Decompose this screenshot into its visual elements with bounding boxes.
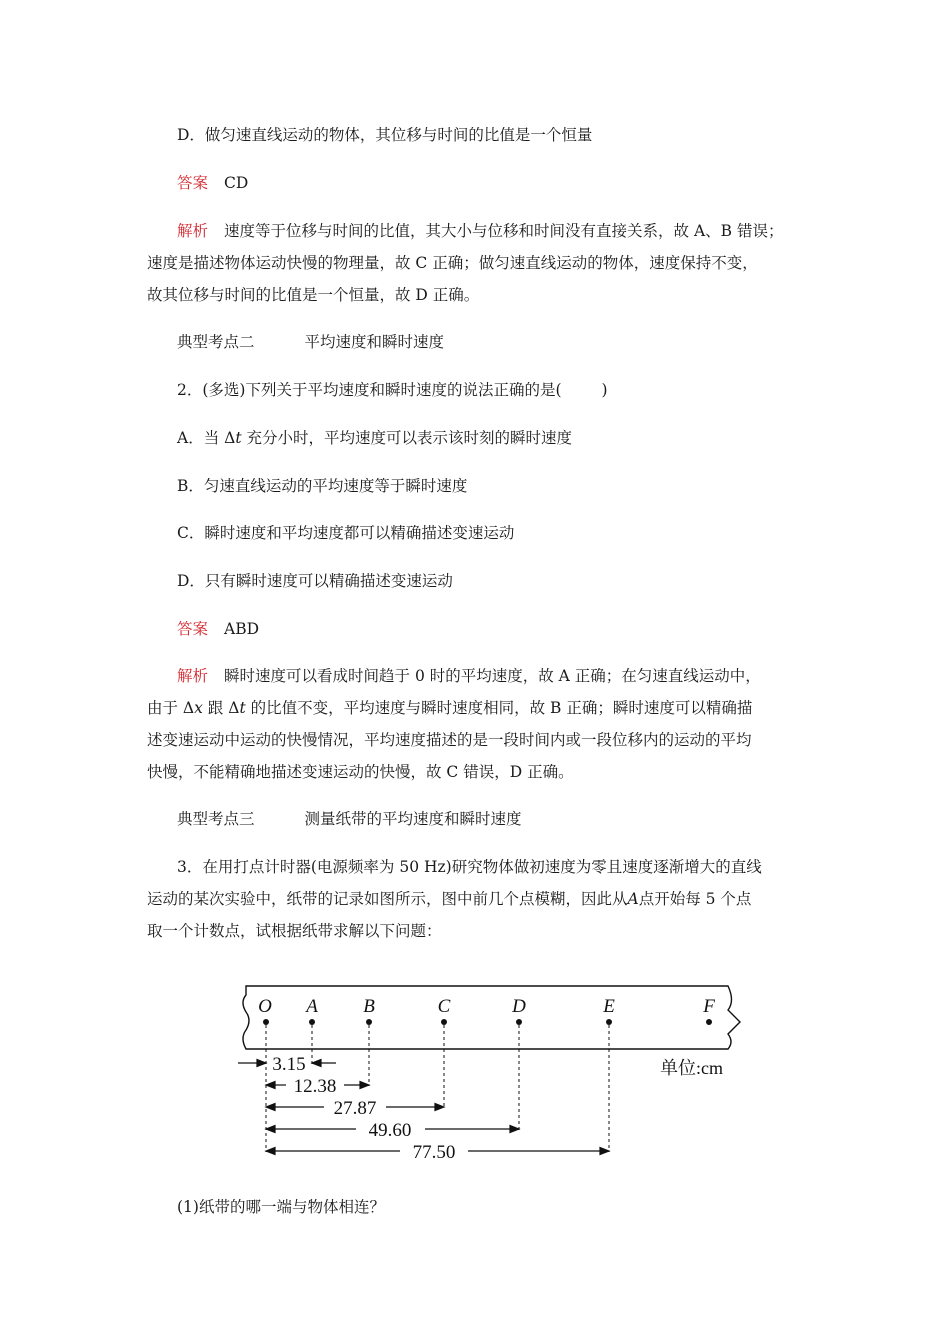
point-label-e: E	[603, 996, 615, 1017]
arrowhead-12-38-right	[360, 1082, 369, 1089]
question-2-option-c: C．瞬时速度和平均速度都可以精确描述变速运动	[177, 524, 515, 542]
arrowhead-27-87-right	[435, 1104, 444, 1111]
arrowhead-49-60-left	[266, 1126, 275, 1133]
point-dot-b	[366, 1019, 372, 1025]
answer-label: 答案	[177, 620, 209, 638]
question-2-option-b: B．匀速直线运动的平均速度等于瞬时速度	[177, 477, 468, 495]
explanation-label: 解析	[177, 222, 209, 240]
answer-value: ABD	[224, 620, 260, 638]
question-2-option-d: D．只有瞬时速度可以精确描述变速运动	[177, 572, 453, 590]
paper-tape-figure	[232, 970, 762, 1175]
measure-27-87: 27.87	[333, 1098, 377, 1119]
point-dot-c	[441, 1019, 447, 1025]
explanation-1-line-3: 故其位移与时间的比值是一个恒量，故 D 正确。	[147, 286, 480, 304]
explanation-2-line-1: 解析 瞬时速度可以看成时间趋于 0 时的平均速度，故 A 正确；在匀速直线运动中，	[177, 667, 761, 685]
point-dot-f	[706, 1019, 712, 1025]
measure-49-60: 49.60	[368, 1120, 412, 1141]
question-2-stem: 2．(多选)下列关于平均速度和瞬时速度的说法正确的是( )	[177, 381, 608, 399]
arrowhead-77-50-left	[266, 1148, 275, 1155]
explanation-1-line-2: 速度是描述物体运动快慢的物理量，故 C 正确；做匀速直线运动的物体，速度保持不变，	[147, 254, 758, 272]
measure-12-38: 12.38	[293, 1076, 337, 1097]
arrowhead-27-87-left	[266, 1104, 275, 1111]
answer-value: CD	[224, 174, 249, 192]
question-3-line-3: 取一个计数点，试根据纸带求解以下问题：	[147, 922, 442, 940]
section-3-heading: 典型考点三 测量纸带的平均速度和瞬时速度	[177, 810, 522, 828]
point-label-c: C	[437, 996, 451, 1017]
question-2-option-a: A．当 Δt 充分小时，平均速度可以表示该时刻的瞬时速度	[177, 429, 572, 447]
arrowhead-3-15-left	[257, 1060, 266, 1067]
point-label-a: A	[306, 996, 318, 1017]
point-label-o: O	[258, 996, 272, 1017]
option-d-line: D．做匀速直线运动的物体，其位移与时间的比值是一个恒量	[177, 126, 593, 144]
section-2-heading: 典型考点二 平均速度和瞬时速度	[177, 333, 445, 351]
question-3-line-2: 运动的某次实验中，纸带的记录如图所示，图中前几个点模糊，因此从A点开始每 5 个点	[147, 890, 752, 908]
point-dot-a	[309, 1019, 315, 1025]
point-dot-e	[606, 1019, 612, 1025]
point-dot-o	[263, 1019, 269, 1025]
measure-77-50: 77.50	[412, 1142, 456, 1163]
point-label-b: B	[363, 996, 375, 1017]
measure-3-15: 3.15	[272, 1054, 306, 1075]
explanation-2-line-2: 由于 Δx 跟 Δt 的比值不变，平均速度与瞬时速度相同，故 B 正确；瞬时速度可以精确描	[147, 699, 753, 717]
unit-label: 单位:cm	[660, 1058, 723, 1078]
point-label-d: D	[512, 996, 526, 1017]
explanation-1-line-1: 解析 速度等于位移与时间的比值，其大小与位移和时间没有直接关系，故 A、B 错误；	[177, 222, 784, 240]
answer-2	[177, 618, 259, 640]
point-dot-d	[516, 1019, 522, 1025]
arrowhead-12-38-left	[266, 1082, 275, 1089]
arrowhead-49-60-right	[510, 1126, 519, 1133]
arrowhead-3-15-right	[312, 1060, 321, 1067]
answer-1	[177, 172, 248, 194]
explanation-2-line-4: 快慢，不能精确地描述变速运动的快慢，故 C 错误，D 正确。	[147, 763, 574, 781]
explanation-label: 解析	[177, 667, 209, 685]
answer-label: 答案	[177, 174, 209, 192]
point-label-f: F	[703, 996, 715, 1017]
explanation-2-line-3: 述变速运动中运动的快慢情况，平均速度描述的是一段时间内或一段位移内的运动的平均	[147, 731, 752, 749]
arrowhead-77-50-right	[600, 1148, 609, 1155]
question-3-sub-1: (1)纸带的哪一端与物体相连？	[177, 1198, 385, 1216]
question-3-line-1: 3．在用打点计时器(电源频率为 50 Hz)研究物体做初速度为零且速度逐渐增大的直线	[177, 858, 762, 876]
